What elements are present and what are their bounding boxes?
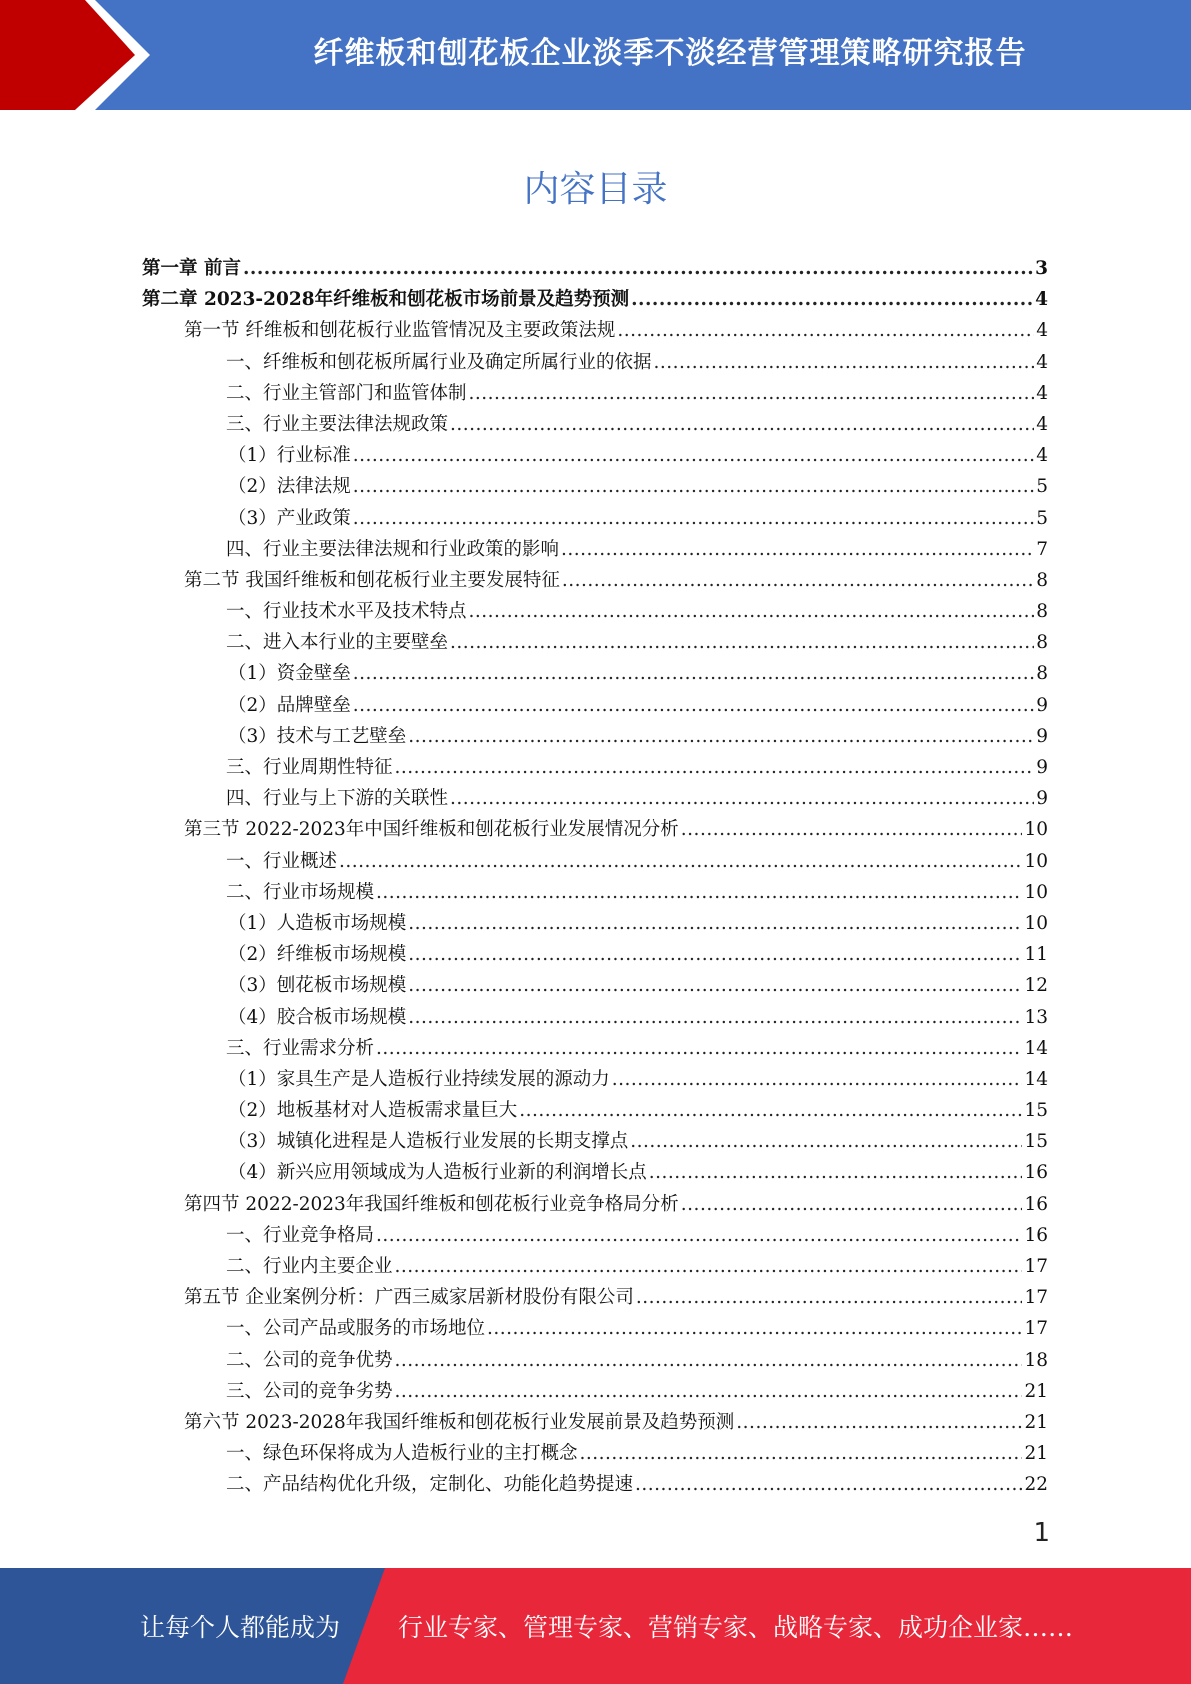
toc-entry-title: （2）纤维板市场规模 bbox=[228, 944, 407, 966]
toc-entry-page: 15 bbox=[1024, 1131, 1048, 1153]
toc-entry[interactable] bbox=[142, 1377, 1048, 1408]
toc-entry-page: 12 bbox=[1024, 975, 1048, 997]
toc-dot-leader bbox=[636, 1287, 1023, 1308]
toc-dot-leader bbox=[395, 757, 1035, 778]
toc-entry-title: （4）新兴应用领域成为人造板行业新的利润增长点 bbox=[228, 1162, 647, 1184]
toc-entry[interactable] bbox=[142, 441, 1048, 472]
toc-entry[interactable] bbox=[142, 909, 1048, 940]
toc-dot-leader bbox=[612, 1069, 1023, 1090]
toc-dot-leader bbox=[580, 1443, 1023, 1464]
toc-dot-leader bbox=[353, 508, 1034, 529]
toc-entry-page: 4 bbox=[1036, 382, 1048, 404]
toc-entry[interactable] bbox=[142, 628, 1048, 659]
toc-dot-leader bbox=[631, 289, 1033, 310]
toc-dot-leader bbox=[681, 1194, 1023, 1215]
toc-entry[interactable] bbox=[142, 472, 1048, 503]
footer-slogan-right: 行业专家、管理专家、营销专家、战略专家、成功企业家…… bbox=[398, 1613, 1074, 1642]
toc-entry[interactable] bbox=[142, 1221, 1048, 1252]
toc-entry-title: 二、进入本行业的主要壁垒 bbox=[226, 632, 449, 654]
toc-entry-page: 14 bbox=[1024, 1068, 1048, 1090]
toc-entry[interactable] bbox=[142, 1190, 1048, 1221]
toc-dot-leader bbox=[469, 383, 1035, 404]
toc-dot-leader bbox=[376, 882, 1022, 903]
toc-entry-title: 二、产品结构优化升级，定制化、功能化趋势提速 bbox=[226, 1474, 634, 1496]
toc-entry-page: 10 bbox=[1024, 881, 1048, 903]
toc-entry-page: 9 bbox=[1036, 757, 1048, 778]
toc-entry-title: 二、行业主管部门和监管体制 bbox=[226, 382, 467, 404]
toc-entry[interactable] bbox=[142, 878, 1048, 909]
toc-entry-title: 三、行业主要法律法规政策 bbox=[226, 413, 449, 435]
toc-entry[interactable] bbox=[142, 1252, 1048, 1283]
toc-entry-title: 四、行业与上下游的关联性 bbox=[226, 788, 449, 810]
toc-entry-title: 第二节 我国纤维板和刨花板行业主要发展特征 bbox=[184, 569, 560, 591]
toc-entry-title: 一、纤维板和刨花板所属行业及确定所属行业的依据 bbox=[226, 351, 652, 373]
toc-dot-leader bbox=[562, 570, 1034, 591]
toc-dot-leader bbox=[408, 1007, 1022, 1028]
toc-entry[interactable] bbox=[142, 1439, 1048, 1470]
toc-entry-title: 一、行业概述 bbox=[226, 850, 338, 872]
table-of-contents bbox=[142, 254, 1048, 1502]
toc-entry[interactable] bbox=[142, 254, 1048, 285]
toc-dot-leader bbox=[395, 1350, 1023, 1371]
toc-entry-page: 22 bbox=[1024, 1474, 1048, 1496]
toc-entry-title: 一、绿色环保将成为人造板行业的主打概念 bbox=[226, 1443, 578, 1465]
toc-entry-page: 17 bbox=[1024, 1318, 1048, 1340]
toc-entry[interactable] bbox=[142, 410, 1048, 441]
toc-entry[interactable] bbox=[142, 348, 1048, 379]
toc-entry[interactable] bbox=[142, 784, 1048, 815]
toc-entry-title: 三、公司的竞争劣势 bbox=[226, 1380, 393, 1402]
toc-entry-title: （2）法律法规 bbox=[228, 476, 351, 498]
toc-entry-title: 三、行业周期性特征 bbox=[226, 757, 393, 778]
toc-entry[interactable] bbox=[142, 285, 1048, 316]
toc-dot-leader bbox=[469, 601, 1035, 622]
toc-entry[interactable] bbox=[142, 1346, 1048, 1377]
toc-entry[interactable] bbox=[142, 1034, 1048, 1065]
toc-entry[interactable] bbox=[142, 722, 1048, 753]
footer-slogan-left: 让每个人都能成为 bbox=[140, 1613, 341, 1642]
toc-entry-page: 7 bbox=[1036, 538, 1048, 560]
toc-entry-page: 8 bbox=[1036, 663, 1048, 685]
toc-entry[interactable] bbox=[142, 1096, 1048, 1127]
toc-entry-page: 14 bbox=[1024, 1037, 1048, 1059]
toc-entry-page: 15 bbox=[1024, 1100, 1048, 1122]
toc-entry-page: 4 bbox=[1036, 320, 1048, 342]
toc-entry[interactable] bbox=[142, 847, 1048, 878]
toc-dot-leader bbox=[561, 539, 1034, 560]
toc-dot-leader bbox=[450, 632, 1034, 653]
toc-entry[interactable] bbox=[142, 691, 1048, 722]
toc-entry-page: 8 bbox=[1036, 601, 1048, 623]
toc-dot-leader bbox=[408, 975, 1022, 996]
toc-entry-page: 21 bbox=[1024, 1443, 1048, 1465]
toc-entry-title: 第三节 2022-2023年中国纤维板和刨花板行业发展情况分析 bbox=[184, 819, 679, 841]
toc-entry-page: 21 bbox=[1024, 1380, 1048, 1402]
toc-entry-page: 4 bbox=[1036, 445, 1048, 467]
toc-title: 内容目录 bbox=[523, 169, 668, 210]
toc-entry-title: （3）城镇化进程是人造板行业发展的长期支撑点 bbox=[228, 1131, 629, 1153]
toc-entry-page: 16 bbox=[1024, 1224, 1048, 1246]
toc-entry-title: 四、行业主要法律法规和行业政策的影响 bbox=[226, 538, 560, 560]
toc-entry[interactable] bbox=[142, 1158, 1048, 1189]
toc-dot-leader bbox=[353, 663, 1034, 684]
toc-entry-title: （1）家具生产是人造板行业持续发展的源动力 bbox=[228, 1068, 610, 1090]
toc-dot-leader bbox=[450, 414, 1034, 435]
toc-dot-leader bbox=[395, 1256, 1023, 1277]
toc-entry[interactable] bbox=[142, 659, 1048, 690]
toc-entry-title: 二、行业内主要企业 bbox=[226, 1256, 393, 1277]
page-number: 1 bbox=[1033, 1518, 1050, 1548]
toc-dot-leader bbox=[736, 1412, 1022, 1433]
toc-entry-page: 3 bbox=[1035, 258, 1048, 279]
toc-dot-leader bbox=[630, 1131, 1022, 1152]
toc-entry[interactable] bbox=[142, 1065, 1048, 1096]
toc-entry-page: 4 bbox=[1036, 413, 1048, 435]
toc-dot-leader bbox=[339, 851, 1022, 872]
toc-dot-leader bbox=[353, 445, 1034, 466]
toc-entry-title: （3）技术与工艺壁垒 bbox=[228, 725, 407, 747]
toc-entry-page: 11 bbox=[1024, 944, 1048, 966]
toc-entry-title: 第五节 企业案例分析：广西三威家居新材股份有限公司 bbox=[184, 1287, 634, 1309]
toc-entry[interactable] bbox=[142, 815, 1048, 846]
toc-entry-page: 5 bbox=[1036, 507, 1048, 529]
toc-entry[interactable] bbox=[142, 566, 1048, 597]
toc-dot-leader bbox=[376, 1038, 1022, 1059]
toc-entry-page: 17 bbox=[1024, 1287, 1048, 1309]
toc-entry-page: 16 bbox=[1024, 1193, 1048, 1215]
toc-entry-title: 二、行业市场规模 bbox=[226, 881, 375, 903]
toc-entry-title: 第六节 2023-2028年我国纤维板和刨花板行业发展前景及趋势预测 bbox=[184, 1411, 735, 1433]
toc-dot-leader bbox=[617, 320, 1034, 341]
toc-entry-page: 10 bbox=[1024, 819, 1048, 841]
toc-entry[interactable] bbox=[142, 940, 1048, 971]
toc-entry-title: 第一章 前言 bbox=[142, 258, 241, 279]
toc-entry-title: （1）人造板市场规模 bbox=[228, 912, 407, 934]
toc-dot-leader bbox=[487, 1318, 1022, 1339]
toc-entry[interactable] bbox=[142, 1283, 1048, 1314]
toc-dot-leader bbox=[681, 819, 1023, 840]
toc-entry[interactable] bbox=[142, 379, 1048, 410]
toc-dot-leader bbox=[353, 476, 1034, 497]
toc-entry[interactable] bbox=[142, 1314, 1048, 1345]
toc-entry-title: 一、行业竞争格局 bbox=[226, 1224, 375, 1246]
toc-entry-page: 21 bbox=[1024, 1411, 1048, 1433]
toc-entry[interactable] bbox=[142, 1470, 1048, 1501]
toc-dot-leader bbox=[635, 1474, 1022, 1495]
toc-dot-leader bbox=[408, 913, 1022, 934]
toc-entry-title: （1）行业标准 bbox=[228, 445, 351, 467]
toc-entry-page: 9 bbox=[1036, 694, 1048, 716]
toc-dot-leader bbox=[395, 1381, 1023, 1402]
toc-entry-title: （3）刨花板市场规模 bbox=[228, 975, 407, 997]
toc-entry[interactable] bbox=[142, 504, 1048, 535]
toc-entry-page: 8 bbox=[1036, 569, 1048, 591]
toc-dot-leader bbox=[519, 1100, 1022, 1121]
toc-entry[interactable] bbox=[142, 971, 1048, 1002]
toc-entry-title: 一、行业技术水平及技术特点 bbox=[226, 601, 467, 623]
toc-entry-title: （3）产业政策 bbox=[228, 507, 351, 529]
toc-entry[interactable] bbox=[142, 1003, 1048, 1034]
toc-entry-title: （2）地板基材对人造板需求量巨大 bbox=[228, 1100, 518, 1122]
header-title: 纤维板和刨花板企业淡季不淡经营管理策略研究报告 bbox=[313, 36, 1027, 71]
toc-entry-title: （4）胶合板市场规模 bbox=[228, 1006, 407, 1028]
toc-entry[interactable] bbox=[142, 597, 1048, 628]
toc-dot-leader bbox=[376, 1225, 1022, 1246]
toc-entry-page: 4 bbox=[1035, 289, 1048, 311]
toc-entry-page: 13 bbox=[1024, 1006, 1048, 1028]
toc-entry[interactable] bbox=[142, 316, 1048, 347]
toc-entry[interactable] bbox=[142, 753, 1048, 784]
toc-entry[interactable] bbox=[142, 1408, 1048, 1439]
toc-entry-page: 5 bbox=[1036, 476, 1048, 498]
toc-dot-leader bbox=[450, 788, 1034, 809]
toc-entry-title: 第二章 2023-2028年纤维板和刨花板市场前景及趋势预测 bbox=[142, 289, 630, 311]
toc-entry-title: 第一节 纤维板和刨花板行业监管情况及主要政策法规 bbox=[184, 320, 616, 342]
toc-entry-page: 16 bbox=[1024, 1162, 1048, 1184]
toc-entry[interactable] bbox=[142, 535, 1048, 566]
toc-entry-page: 17 bbox=[1024, 1256, 1048, 1277]
toc-entry-title: 三、行业需求分析 bbox=[226, 1037, 375, 1059]
toc-entry-title: 二、公司的竞争优势 bbox=[226, 1349, 393, 1371]
toc-entry-page: 8 bbox=[1036, 632, 1048, 654]
toc-entry-page: 10 bbox=[1024, 850, 1048, 872]
toc-entry-title: 一、公司产品或服务的市场地位 bbox=[226, 1318, 486, 1340]
toc-dot-leader bbox=[408, 944, 1022, 965]
toc-entry[interactable] bbox=[142, 1127, 1048, 1158]
toc-entry-title: （2）品牌壁垒 bbox=[228, 694, 351, 716]
toc-dot-leader bbox=[353, 695, 1034, 716]
toc-entry-title: 第四节 2022-2023年我国纤维板和刨花板行业竞争格局分析 bbox=[184, 1193, 679, 1215]
toc-dot-leader bbox=[649, 1162, 1023, 1183]
toc-entry-page: 4 bbox=[1036, 351, 1048, 373]
toc-entry-page: 18 bbox=[1024, 1349, 1048, 1371]
toc-entry-page: 10 bbox=[1024, 912, 1048, 934]
toc-dot-leader bbox=[654, 352, 1035, 373]
toc-dot-leader bbox=[408, 726, 1034, 747]
toc-entry-title: （1）资金壁垒 bbox=[228, 663, 351, 685]
toc-dot-leader bbox=[243, 258, 1033, 279]
toc-entry-page: 9 bbox=[1036, 788, 1048, 810]
toc-entry-page: 9 bbox=[1036, 725, 1048, 747]
